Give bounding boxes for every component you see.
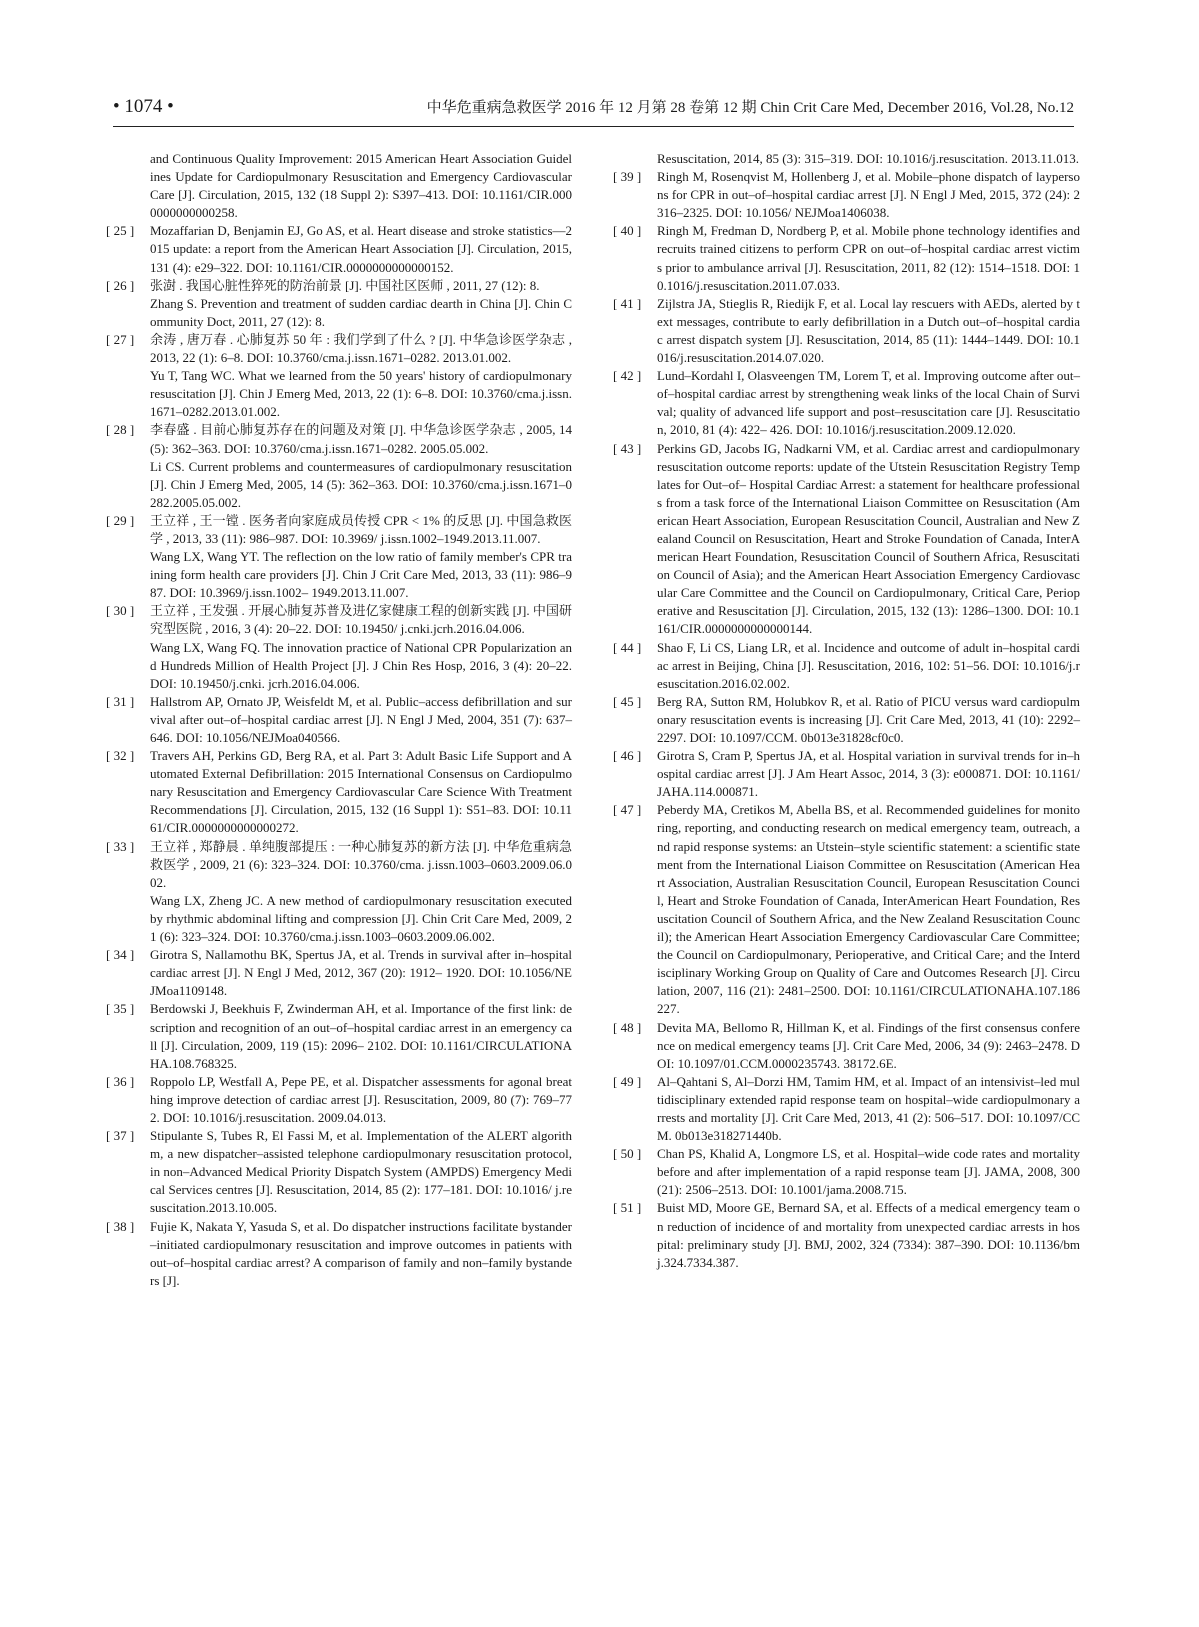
reference-text-english: Zhang S. Prevention and treatment of sudden cardiac dearth in China [J]. Chin Community Doct, 2011, 27 (12): 8. [150, 295, 572, 329]
reference-entry [613, 1199, 1080, 1271]
reference-entry [106, 693, 572, 747]
reference-text: 李春盛 . 目前心肺复苏存在的问题及对策 [J]. 中华急诊医学杂志 , 2005, 14 (5): 362–363. DOI: 10.3760/cma.j.issn.1671–0282. 2005.05.002. [150, 422, 572, 456]
reference-entry [106, 1218, 572, 1290]
reference-text: Lund–Kordahl I, Olasveengen TM, Lorem T, et al. Improving outcome after out–of–hospital cardiac arrest by strengthening weak links of the local Chain of Survival; quality of advanced life support and post–resuscitation care [J]. Resuscitation, 2010, 81 (4): 422– 426. DOI: 10.1016/j.resuscitation.2009.12.020. [657, 368, 1080, 438]
reference-entry [106, 838, 572, 947]
reference-number: [ 36 ] [106, 1073, 135, 1089]
reference-text: 王立祥 , 王一镗 . 医务者向家庭成员传授 CPR < 1% 的反思 [J]. 中国急救医学 , 2013, 33 (11): 986–987. DOI: 10.3969/ j.issn.1002–1949.2013.11.007. [150, 512, 572, 546]
reference-number: [ 45 ] [613, 693, 642, 709]
reference-entry [106, 1073, 572, 1127]
reference-number: [ 49 ] [613, 1073, 642, 1089]
reference-entry [613, 367, 1080, 439]
reference-number: [ 47 ] [613, 802, 642, 818]
reference-entry [613, 440, 1080, 639]
reference-text: Roppolo LP, Westfall A, Pepe PE, et al. Dispatcher assessments for agonal breathing improve detection of cardiac arrest [J]. Resuscitation, 2009, 80 (7): 769–772. DOI: 10.1016/j.resuscitation. 2009.04.013. [150, 1073, 572, 1125]
reference-text: Berdowski J, Beekhuis F, Zwinderman AH, et al. Importance of the first link: description and recognition of an out–of–hospital cardiac arrest in an emergency call [J]. Circulation, 2009, 119 (15): 2096– 2102. DOI: 10.1161/CIRCULATIONAHA.108.768325. [150, 1001, 572, 1071]
reference-text: Fujie K, Nakata Y, Yasuda S, et al. Do dispatcher instructions facilitate bystander–initiated cardiopulmonary resuscitation and improve outcomes in patients with out–of–hospital cardiac arrest? A comparison of family and non–family bystanders [J]. [150, 1218, 572, 1288]
reference-text: Travers AH, Perkins GD, Berg RA, et al. Part 3: Adult Basic Life Support and Automated External Defibrillation: 2015 International Consensus on Cardiopulmonary Resuscitation and Emergency Cardiovascular Care Science With Treatment Recommendations [J]. Circulation, 2015, 132 (16 Suppl 1): S51–83. DOI: 10.1161/CIR.0000000000000272. [150, 748, 572, 836]
reference-column-right [613, 150, 1080, 1272]
reference-number: [ 40 ] [613, 223, 642, 239]
reference-number: [ 26 ] [106, 277, 135, 293]
reference-text: and Continuous Quality Improvement: 2015 American Heart Association Guidelines Update for Cardiopulmonary Resuscitation and Emergency Cardiovascular Care [J]. Circulation, 2015, 132 (18 Suppl 2): S397–413. DOI: 10.1161/CIR.0000000000000258. [150, 151, 572, 221]
reference-number: [ 25 ] [106, 223, 135, 239]
reference-entry [613, 295, 1080, 367]
reference-text: Al–Qahtani S, Al–Dorzi HM, Tamim HM, et al. Impact of an intensivist–led multidisciplinary extended rapid response team on hospital–wide cardiopulmonary arrests and mortality [J]. Crit Care Med, 2013, 41 (2): 506–517. DOI: 10.1097/CCM. 0b013e318271440b. [657, 1073, 1080, 1144]
reference-entry [106, 1000, 572, 1072]
reference-entry [613, 1145, 1080, 1199]
reference-entry [106, 602, 572, 692]
reference-text-english: Li CS. Current problems and countermeasures of cardiopulmonary resuscitation [J]. Chin J Emerg Med, 2005, 14 (5): 362–363. DOI: 10.3760/cma.j.issn.1671–0282.2005.05.002. [150, 458, 572, 510]
reference-number: [ 50 ] [613, 1146, 642, 1162]
reference-text: Ringh M, Fredman D, Nordberg P, et al. Mobile phone technology identifies and recruits trained citizens to perform CPR on out–of–hospital cardiac arrest victims prior to ambulance arrival [J]. Resuscitation, 2011, 82 (12): 1514–1518. DOI: 10.1016/j.resuscitation.2011.07.033. [657, 223, 1080, 293]
reference-text: Girotra S, Cram P, Spertus JA, et al. Hospital variation in survival trends for in–hospital cardiac arrest [J]. J Am Heart Assoc, 2014, 3 (3): e000871. DOI: 10.1161/JAHA.114.000871. [657, 748, 1080, 800]
reference-entry [613, 639, 1080, 693]
reference-text-english: Wang LX, Zheng JC. A new method of cardiopulmonary resuscitation executed by rhythmic abdominal lifting and compression [J]. Chin Crit Care Med, 2009, 21 (6): 323–324. DOI: 10.3760/cma.j.issn.1003–0603.2009.06.002. [150, 892, 572, 945]
reference-entry [613, 1073, 1080, 1145]
reference-text: 余涛 , 唐万春 . 心肺复苏 50 年 : 我们学到了什么 ? [J]. 中华急诊医学杂志 , 2013, 22 (1): 6–8. DOI: 10.3760/cma.j.issn.1671–0282. 2013.01.002. [150, 331, 572, 366]
reference-number: [ 34 ] [106, 947, 135, 963]
reference-text-english: Yu T, Tang WC. What we learned from the 50 years' history of cardiopulmonary resuscitation [J]. Chin J Emerg Med, 2013, 22 (1): 6–8. DOI: 10.3760/cma.j.issn.1671–0282.2013.01.002. [150, 368, 572, 420]
reference-entry [613, 693, 1080, 747]
reference-text: 王立祥 , 王发强 . 开展心肺复苏普及进亿家健康工程的创新实践 [J]. 中国研究型医院 , 2016, 3 (4): 20–22. DOI: 10.19450/ j.cnki.jcrh.2016.04.006. [150, 603, 572, 637]
reference-number: [ 51 ] [613, 1200, 642, 1216]
reference-entry [613, 150, 1080, 168]
reference-number: [ 29 ] [106, 512, 135, 528]
reference-number: [ 41 ] [613, 295, 642, 311]
reference-entry [106, 277, 572, 331]
reference-entry [106, 421, 572, 511]
reference-entry [106, 222, 572, 276]
reference-entry [106, 331, 572, 421]
journal-running-head: 中华危重病急救医学 2016 年 12 月第 28 卷第 12 期 Chin Crit Care Med, December 2016, Vol.28, No.12 [426, 100, 1074, 116]
reference-text: Mozaffarian D, Benjamin EJ, Go AS, et al. Heart disease and stroke statistics—2015 update: a report from the American Heart Association [J]. Circulation, 2015, 131 (4): e29–322. DOI: 10.1161/CIR.0000000000000152. [150, 223, 572, 275]
reference-number: [ 28 ] [106, 422, 135, 438]
reference-text-english: Wang LX, Wang FQ. The innovation practice of National CPR Popularization and Hundreds Million of Health Project [J]. J Chin Res Hosp, 2016, 3 (4): 20–22. DOI: 10.19450/j.cnki. jcrh.2016.04.006. [150, 639, 572, 691]
reference-column-left [106, 150, 572, 1290]
reference-number: [ 46 ] [613, 748, 642, 764]
reference-entry [106, 150, 572, 222]
reference-number: [ 44 ] [613, 639, 642, 655]
reference-entry [106, 946, 572, 1000]
reference-number: [ 42 ] [613, 368, 642, 384]
reference-entry [613, 801, 1080, 1018]
reference-text: Ringh M, Rosenqvist M, Hollenberg J, et al. Mobile–phone dispatch of laypersons for CPR in out–of–hospital cardiac arrest [J]. N Engl J Med, 2015, 372 (24): 2316–2325. DOI: 10.1056/ NEJMoa1406038. [657, 169, 1080, 221]
page-number: • 1074 • [113, 96, 174, 117]
reference-number: [ 33 ] [106, 838, 135, 854]
reference-text: Chan PS, Khalid A, Longmore LS, et al. Hospital–wide code rates and mortality before and after implementation of a rapid response team [J]. JAMA, 2008, 300 (21): 2506–2513. DOI: 10.1001/jama.2008.715. [657, 1146, 1080, 1198]
reference-number: [ 31 ] [106, 693, 135, 709]
reference-entry [106, 747, 572, 837]
reference-entry [613, 168, 1080, 222]
reference-text-english: Wang LX, Wang YT. The reflection on the low ratio of family member's CPR training form health care providers [J]. Chin J Crit Care Med, 2013, 33 (11): 986–987. DOI: 10.3969/j.issn.1002– 1949.2013.11.007. [150, 549, 572, 601]
reference-text: Hallstrom AP, Ornato JP, Weisfeldt M, et al. Public–access defibrillation and survival after out–of–hospital cardiac arrest [J]. N Engl J Med, 2004, 351 (7): 637–646. DOI: 10.1056/NEJMoa040566. [150, 693, 572, 745]
reference-text: 张澍 . 我国心脏性猝死的防治前景 [J]. 中国社区医师 , 2011, 27 (12): 8. [150, 277, 540, 293]
reference-number: [ 43 ] [613, 440, 642, 456]
reference-text: Resuscitation, 2014, 85 (3): 315–319. DOI: 10.1016/j.resuscitation. 2013.11.013. [657, 151, 1079, 166]
reference-number: [ 35 ] [106, 1001, 135, 1017]
reference-entry [613, 747, 1080, 801]
reference-text: Zijlstra JA, Stieglis R, Riedijk F, et al. Local lay rescuers with AEDs, alerted by text messages, contribute to early defibrillation in a Dutch out–of–hospital cardiac arrest dispatch system [J]. Resuscitation, 2014, 85 (11): 1444–1449. DOI: 10.1016/j.resuscitation.2014.07.020. [657, 295, 1080, 366]
reference-number: [ 30 ] [106, 603, 135, 619]
reference-entry [613, 1019, 1080, 1073]
reference-number: [ 38 ] [106, 1218, 135, 1234]
reference-text: Devita MA, Bellomo R, Hillman K, et al. Findings of the first consensus conference on medical emergency teams [J]. Crit Care Med, 2006, 34 (9): 2463–2478. DOI: 10.1097/01.CCM.0000235743. 38172.6E. [657, 1019, 1080, 1071]
reference-entry [106, 512, 572, 602]
reference-text: 王立祥 , 郑静晨 . 单纯腹部提压 : 一种心肺复苏的新方法 [J]. 中华危重病急救医学 , 2009, 21 (6): 323–324. DOI: 10.3760/cma. j.issn.1003–0603.2009.06.002. [150, 838, 572, 890]
reference-text: Stipulante S, Tubes R, El Fassi M, et al. Implementation of the ALERT algorithm, a new dispatcher–assisted telephone cardiopulmonary resuscitation protocol, in non–Advanced Medical Priority Dispatch System (AMPDS) Emergency Medical Services centres [J]. Resuscitation, 2014, 85 (2): 177–181. DOI: 10.1016/ j.resuscitation.2013.10.005. [150, 1128, 572, 1216]
reference-number: [ 37 ] [106, 1128, 135, 1144]
reference-text: Perkins GD, Jacobs IG, Nadkarni VM, et al. Cardiac arrest and cardiopulmonary resuscitation outcome reports: update of the Utstein Resuscitation Registry Templates for Out–of– Hospital Cardiac Arrest: a statement for healthcare professionals from a task force of the International Liaison Committee on Resuscitation (American Heart Association, European Resuscitation Council, Australian and New Zealand Council on Resuscitation, Heart and Stroke Foundation of Canada, InterAmerican Heart Foundation, Resuscitation Council of Southern Africa, Resuscitation Council of Asia); and the American Heart Association Emergency Cardiovascular Care Committee and the Council on Cardiopulmonary, Critical Care, Perioperative and Resuscitation [J]. Circulation, 2015, 132 (13): 1286–1300. DOI: 10.1161/CIR.0000000000000144. [657, 440, 1080, 637]
reference-text: Berg RA, Sutton RM, Holubkov R, et al. Ratio of PICU versus ward cardiopulmonary resuscitation events is increasing [J]. Crit Care Med, 2013, 41 (10): 2292–2297. DOI: 10.1097/CCM. 0b013e31828cf0c0. [657, 693, 1080, 745]
reference-text: Girotra S, Nallamothu BK, Spertus JA, et al. Trends in survival after in–hospital cardiac arrest [J]. N Engl J Med, 2012, 367 (20): 1912– 1920. DOI: 10.1056/NEJMoa1109148. [150, 947, 572, 999]
reference-number: [ 27 ] [106, 331, 135, 347]
reference-text: Shao F, Li CS, Liang LR, et al. Incidence and outcome of adult in–hospital cardiac arrest in Beijing, China [J]. Resuscitation, 2016, 102: 51–56. DOI: 10.1016/j.resuscitation.2016.02.002. [657, 639, 1080, 691]
page-header [113, 96, 1074, 127]
reference-number: [ 39 ] [613, 169, 642, 185]
reference-text: Buist MD, Moore GE, Bernard SA, et al. Effects of a medical emergency team on reduction of incidence of and mortality from unexpected cardiac arrests in hospital: preliminary study [J]. BMJ, 2002, 324 (7334): 387–390. DOI: 10.1136/bmj.324.7334.387. [657, 1200, 1080, 1270]
reference-entry [613, 222, 1080, 294]
reference-number: [ 32 ] [106, 748, 135, 764]
reference-number: [ 48 ] [613, 1019, 642, 1035]
reference-entry [106, 1127, 572, 1217]
reference-text: Peberdy MA, Cretikos M, Abella BS, et al. Recommended guidelines for monitoring, reporting, and conducting research on medical emergency team, outreach, and rapid response systems: an Utstein–style scientific statement: a scientific statement from the International Liaison Committee on Resuscitation (American Heart Association, Australian Resuscitation Council, European Resuscitation Council, Heart and Stroke Foundation of Canada, InterAmerican Heart Foundation, Resuscitation Council of Southern Africa, and the New Zealand Resuscitation Council); the American Heart Association Emergency Cardiovascular Care Committee; the Council on Cardiopulmonary, Perioperative, and Critical Care; and the Interdisciplinary Working Group on Quality of Care and Outcomes Research [J]. Circulation, 2007, 116 (21): 2481–2500. DOI: 10.1161/CIRCULATIONAHA.107.186227. [657, 802, 1080, 1017]
